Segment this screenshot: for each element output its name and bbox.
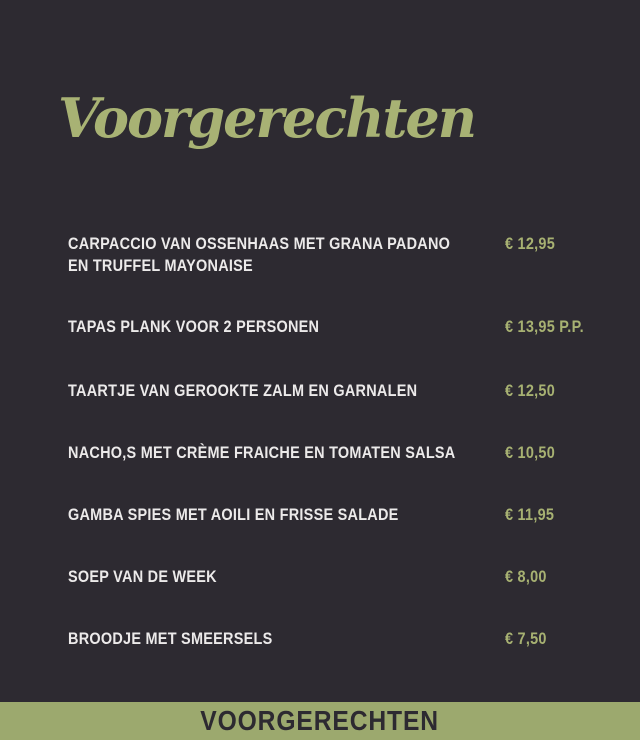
- menu-item-name: TAPAS PLANK VOOR 2 PERSONEN: [68, 317, 320, 336]
- menu-item-price: € 10,50: [505, 443, 556, 462]
- menu-item-name: NACHO,S MET CRÈME FRAICHE EN TOMATEN SALSA: [68, 443, 456, 462]
- footer-label: VOORGERECHTEN: [200, 705, 440, 736]
- menu-item-name: BROODJE MET SMEERSELS: [68, 629, 273, 648]
- menu-item-price: € 12,95: [505, 234, 556, 253]
- menu-item-price: € 8,00: [505, 567, 547, 586]
- menu-item-price: € 7,50: [505, 629, 547, 648]
- menu-item-price: € 11,95: [505, 505, 555, 524]
- menu-item-name: GAMBA SPIES MET AOILI EN FRISSE SALADE: [68, 505, 399, 524]
- menu-item-name: SOEP VAN DE WEEK: [68, 567, 217, 586]
- menu-item-price: € 12,50: [505, 381, 556, 400]
- menu-title: Voorgerechten: [58, 86, 476, 150]
- menu-item-name: TAARTJE VAN GEROOKTE ZALM EN GARNALEN: [68, 381, 418, 400]
- menu-item-name: CARPACCIO VAN OSSENHAAS MET GRANA PADANO EN TRUFFEL MAYONAISE: [68, 234, 451, 275]
- footer-bar: [0, 702, 640, 740]
- menu-item-price: € 13,95 P.P.: [505, 317, 584, 336]
